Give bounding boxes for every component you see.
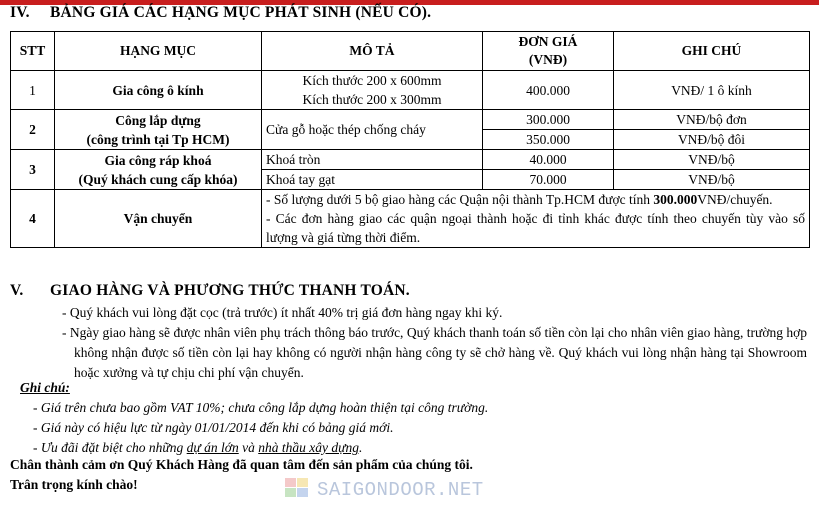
notes-title: Ghi chú: xyxy=(20,380,70,395)
shipping-price: 300.000 xyxy=(653,192,698,207)
header-price-line2: (VNĐ) xyxy=(528,52,568,67)
cell-stt: 1 xyxy=(11,71,55,110)
desc-line: Kích thước 200 x 600mm xyxy=(302,73,442,88)
header-price xyxy=(483,32,614,71)
payment-term-item: - Ngày giao hàng sẽ được nhân viên phụ trách thông báo trước, Quý khách thanh toán số tiền còn lại cho nhân viên giao hàng, trường hợp không nhận được số tiền còn lại hay không có người nhận hàng công ty sẽ chở hàng về. Quý khách vui lòng nhận hàng tại Showroom hoặc xưởng và tự chịu chi phí vận chuyển. xyxy=(62,325,807,380)
price-table xyxy=(10,31,810,248)
section-iv-number: IV. xyxy=(10,4,30,21)
cell-price: 40.000 xyxy=(483,150,614,170)
cell-price: 350.000 xyxy=(483,130,614,150)
section-v-title: GIAO HÀNG VÀ PHƯƠNG THỨC THANH TOÁN. xyxy=(50,282,410,299)
header-stt: STT xyxy=(11,32,55,71)
table-row xyxy=(11,150,810,170)
header-price-line1: ĐƠN GIÁ xyxy=(518,34,578,49)
payment-term-item: - Quý khách vui lòng đặt cọc (trả trước) ít nhất 40% trị giá đơn hàng ngay khi ký. xyxy=(62,305,503,320)
cell-price: 70.000 xyxy=(483,170,614,190)
cell-stt: 4 xyxy=(11,190,55,248)
cell-item: Vận chuyển xyxy=(55,190,262,248)
cell-note: VNĐ/bộ xyxy=(614,170,810,190)
header-note: GHI CHÚ xyxy=(614,32,810,71)
section-iv-heading xyxy=(10,4,431,22)
shipping-desc-b: - Các đơn hàng giao các quận ngoại thành hoặc đi tỉnh khác được tính theo chuyến tùy vào số lượng và giá từng thời điểm. xyxy=(266,211,805,245)
cell-price: 400.000 xyxy=(483,71,614,110)
header-item: HẠNG MỤC xyxy=(55,32,262,71)
section-v-heading xyxy=(10,282,410,300)
cell-price: 300.000 xyxy=(483,110,614,130)
note-item: - Giá trên chưa bao gồm VAT 10%; chưa công lắp dựng hoàn thiện tại công trường. xyxy=(33,400,489,415)
payment-terms xyxy=(62,303,807,383)
watermark-logo-icon xyxy=(283,476,311,500)
cell-item xyxy=(55,150,262,190)
thanks-line: Chân thành cảm ơn Quý Khách Hàng đã quan tâm đến sản phẩm của chúng tôi. xyxy=(10,457,473,472)
section-v-number: V. xyxy=(10,282,24,299)
note-underline: nhà thầu xây dựng xyxy=(258,440,359,455)
cell-note: VNĐ/ 1 ô kính xyxy=(614,71,810,110)
notes-list xyxy=(33,398,733,458)
cell-note: VNĐ/bộ đơn xyxy=(614,110,810,130)
cell-stt: 3 xyxy=(11,150,55,190)
cell-desc-merged xyxy=(262,190,810,248)
section-iv-title: BẢNG GIÁ CÁC HẠNG MỤC PHÁT SINH (NẾU CÓ). xyxy=(50,4,432,21)
watermark xyxy=(283,476,533,500)
cell-desc xyxy=(262,71,483,110)
shipping-desc-a-text: - Số lượng dưới 5 bộ giao hàng các Quận nội thành Tp.HCM được tính xyxy=(266,192,650,207)
cell-desc: Khoá tay gạt xyxy=(262,170,483,190)
cell-stt: 2 xyxy=(11,110,55,150)
cell-item: Gia công ô kính xyxy=(55,71,262,110)
note-underline: dự án lớn xyxy=(186,440,239,455)
cell-item xyxy=(55,110,262,150)
note-text: và xyxy=(238,440,259,455)
item-line: Công lắp dựng xyxy=(115,112,201,128)
item-line: (Quý khách cung cấp khóa) xyxy=(78,171,238,187)
table-row xyxy=(11,71,810,110)
cell-note: VNĐ/bộ đôi xyxy=(614,130,810,150)
header-desc: MÔ TẢ xyxy=(262,32,483,71)
desc-line: Kích thước 200 x 300mm xyxy=(302,92,442,107)
shipping-unit: VNĐ/chuyến. xyxy=(697,192,773,207)
greeting-line: Trân trọng kính chào! xyxy=(10,477,138,492)
item-line: (công trình tại Tp HCM) xyxy=(86,131,230,147)
cell-desc: Khoá tròn xyxy=(262,150,483,170)
table-header-row xyxy=(11,32,810,71)
cell-desc: Cửa gỗ hoặc thép chống cháy xyxy=(262,110,483,150)
item-line: Gia công ráp khoá xyxy=(104,152,212,168)
note-item: - Giá này có hiệu lực từ ngày 01/01/2014 đến khi có bảng giá mới. xyxy=(33,420,394,435)
cell-note: VNĐ/bộ xyxy=(614,150,810,170)
shipping-desc-a xyxy=(266,190,805,209)
watermark-text: SAIGONDOOR.NET xyxy=(317,479,484,501)
table-row xyxy=(11,110,810,130)
note-text: . xyxy=(358,440,363,455)
note-text: - Ưu đãi đặt biệt cho những xyxy=(33,440,187,455)
table-row xyxy=(11,190,810,248)
